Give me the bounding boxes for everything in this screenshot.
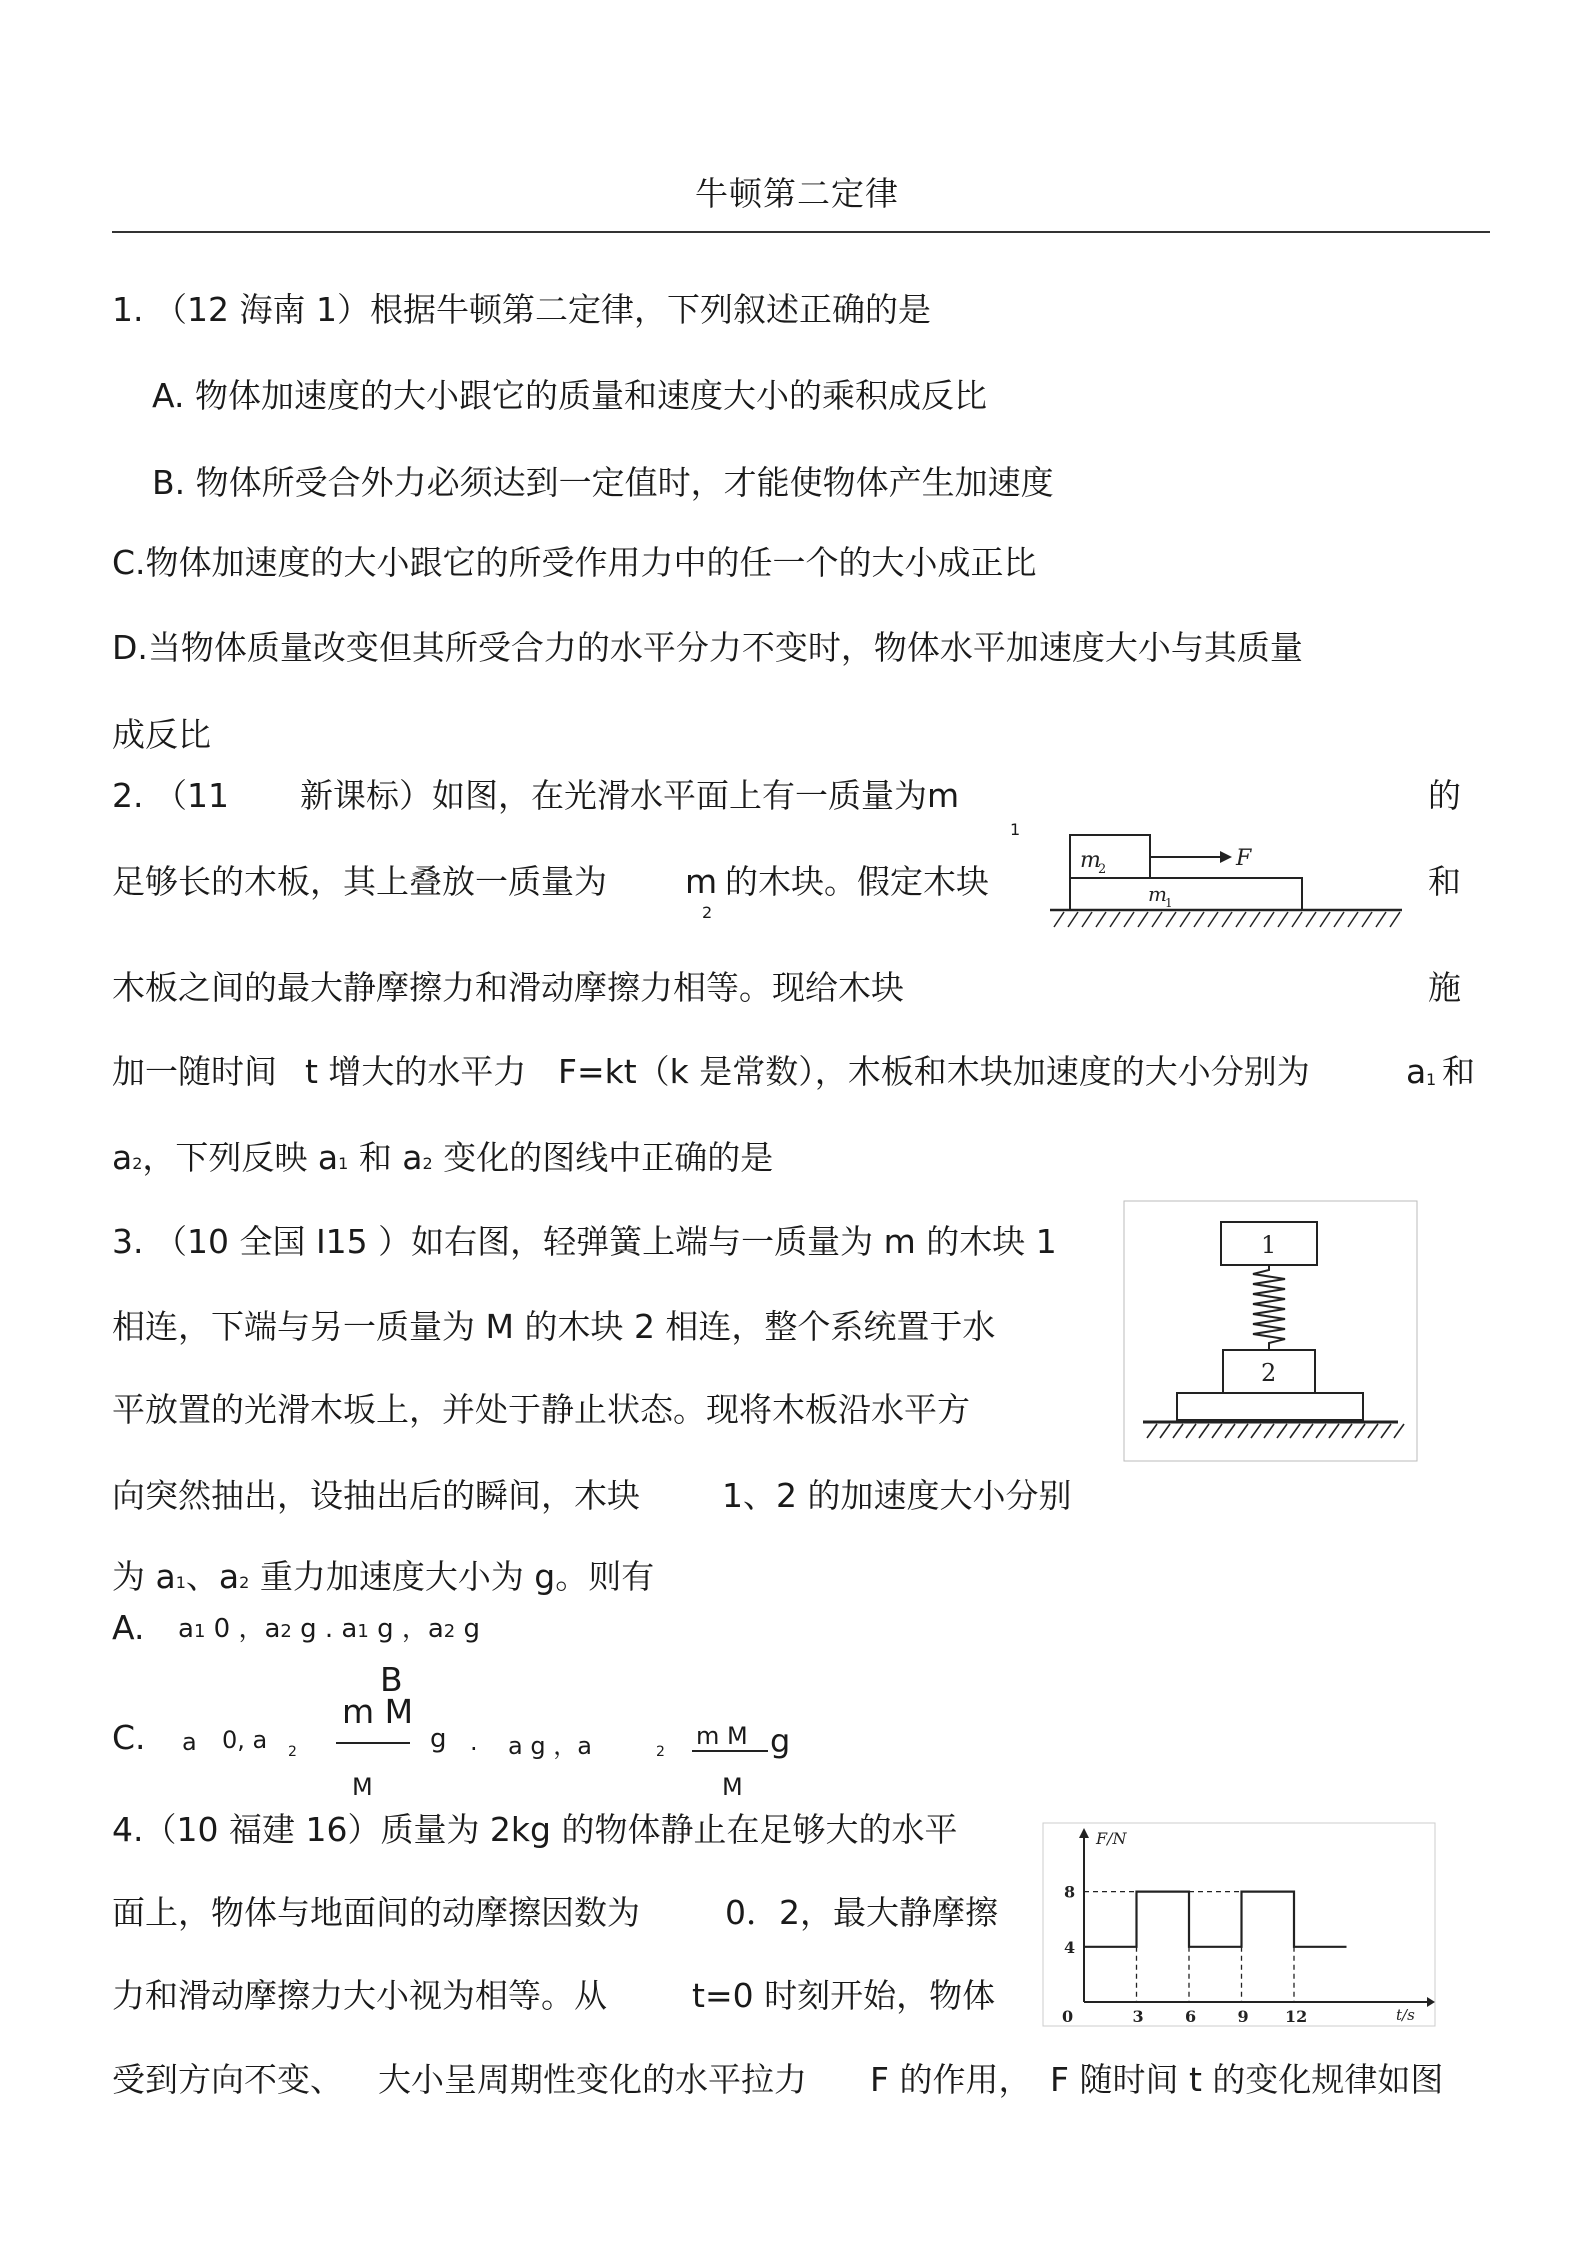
q2-line5-part: 变化的图线中正确的是 bbox=[432, 1138, 774, 1177]
q3-optC-dot: . bbox=[470, 1728, 478, 1756]
q4-line2-b: 0．2，最大静摩擦 bbox=[725, 1893, 998, 1932]
q4-series bbox=[1084, 1892, 1347, 1947]
q3-optC-sub2: 2 bbox=[288, 1744, 297, 1760]
q2-m1-label: m bbox=[1148, 882, 1167, 906]
q3-block-1-label: 1 bbox=[1261, 1231, 1277, 1259]
q3-option-b-label: B bbox=[380, 1660, 403, 1699]
q2-board-m1 bbox=[1070, 878, 1302, 910]
q2-m2-sub: 2 bbox=[1098, 862, 1107, 877]
hatch-mark bbox=[1292, 912, 1302, 927]
q3-optA-part: g . a bbox=[291, 1614, 358, 1644]
q4-x-tick-label: 12 bbox=[1285, 2007, 1308, 2026]
q2-line5-part: 和 a bbox=[348, 1138, 423, 1177]
q3-line5-part: 、a bbox=[185, 1557, 240, 1596]
q1-option-b: B. 物体所受合外力必须达到一定值时，才能使物体产生加速度 bbox=[152, 463, 1054, 502]
q2-force-label: F bbox=[1236, 846, 1252, 871]
q3-option-a bbox=[178, 1612, 480, 1649]
q3-optC-sub2b: 2 bbox=[656, 1744, 665, 1760]
hatch-mark bbox=[1290, 1424, 1300, 1438]
q3-optA-part: 0 ，a bbox=[205, 1614, 281, 1644]
q3-line4-a: 向突然抽出，设抽出后的瞬间，木块 bbox=[112, 1476, 640, 1515]
q3-line2: 相连，下端与另一质量为 M 的木块 2 相连，整个系统置于水 bbox=[112, 1307, 996, 1346]
q3-line5 bbox=[112, 1557, 654, 1603]
hatch-mark bbox=[1381, 1424, 1391, 1438]
q3-optA-sub: 1 bbox=[357, 1621, 369, 1642]
q2-line5-sub: 2 bbox=[132, 1154, 143, 1173]
q2-line4-a: 加一随时间 bbox=[112, 1052, 277, 1091]
hatch-mark bbox=[1355, 1424, 1365, 1438]
q4-chart bbox=[1042, 1822, 1436, 2027]
q3-ground-hatch bbox=[1147, 1424, 1404, 1438]
q2-line2-a: 足够长的木板，其上叠放一质量为 bbox=[112, 862, 607, 901]
q3-optC-g: g bbox=[430, 1724, 447, 1754]
hatch-mark bbox=[1236, 912, 1246, 927]
q3-line1: 3. （10 全国 I15 ）如右图，轻弹簧上端与一质量为 m 的木块 1 bbox=[112, 1222, 1057, 1261]
q3-option-a-label: A. bbox=[112, 1608, 145, 1647]
q3-optC-a: a bbox=[182, 1728, 197, 1756]
hatch-mark bbox=[1180, 912, 1190, 927]
q4-x-arrow bbox=[1427, 1997, 1435, 2007]
q4-x-tick-label: 9 bbox=[1237, 2007, 1249, 2026]
hatch-mark bbox=[1173, 1424, 1183, 1438]
q3-line5-part: 重力加速度大小为 g。则有 bbox=[249, 1557, 655, 1596]
q3-optC-fraction-bar2 bbox=[692, 1750, 768, 1752]
q3-optC-g2: g bbox=[770, 1722, 791, 1760]
q2-line5-part: a bbox=[112, 1138, 133, 1177]
q3-option-c-label: C. bbox=[112, 1718, 146, 1757]
q3-board bbox=[1177, 1393, 1363, 1420]
hatch-mark bbox=[1264, 912, 1274, 927]
q1-option-d-line1: D.当物体质量改变但其所受合力的水平分力不变时，物体水平加速度大小与其质量 bbox=[112, 628, 1303, 667]
q3-figure bbox=[1123, 1200, 1418, 1462]
q3-optC-denominator: M bbox=[352, 1773, 373, 1801]
q4-y-tick-label: 4 bbox=[1064, 1937, 1076, 1957]
hatch-mark bbox=[1054, 912, 1064, 927]
hatch-mark bbox=[1277, 1424, 1287, 1438]
q3-optA-part: a bbox=[178, 1614, 194, 1644]
q2-m1-sub: 1 bbox=[1165, 896, 1173, 910]
q3-optC-fraction-bar bbox=[336, 1742, 410, 1744]
hatch-mark bbox=[1316, 1424, 1326, 1438]
hatch-mark bbox=[1306, 912, 1316, 927]
hatch-mark bbox=[1152, 912, 1162, 927]
q4-line4-b: 大小呈周期性变化的水平拉力 bbox=[378, 2060, 807, 2099]
hatch-mark bbox=[1166, 912, 1176, 927]
q1-stem: 1. （12 海南 1）根据牛顿第二定律，下列叙述正确的是 bbox=[112, 290, 931, 329]
hatch-mark bbox=[1348, 912, 1358, 927]
hatch-mark bbox=[1160, 1424, 1170, 1438]
hatch-mark bbox=[1329, 1424, 1339, 1438]
hatch-mark bbox=[1194, 912, 1204, 927]
q3-optA-sub: 2 bbox=[443, 1621, 456, 1642]
q3-line3: 平放置的光滑木坂上，并处于静止状态。现将木板沿水平方 bbox=[112, 1390, 970, 1429]
q3-optC-numerator2: m M bbox=[696, 1722, 748, 1750]
hatch-mark bbox=[1138, 912, 1148, 927]
q3-line4-b: 1、2 的加速度大小分别 bbox=[722, 1476, 1072, 1515]
hatch-mark bbox=[1394, 1424, 1404, 1438]
q2-arrow-head bbox=[1220, 851, 1232, 863]
q2-line2-m: m bbox=[685, 862, 718, 901]
hatch-mark bbox=[1303, 1424, 1313, 1438]
q4-x-tick-label: 3 bbox=[1132, 2007, 1144, 2026]
hatch-mark bbox=[1222, 912, 1232, 927]
hatch-mark bbox=[1376, 912, 1386, 927]
q2-line4-b: t 增大的水平力 bbox=[305, 1052, 527, 1091]
hatch-mark bbox=[1320, 912, 1330, 927]
q2-line2-b: 的木块。假定木块 bbox=[725, 862, 989, 901]
hatch-mark bbox=[1199, 1424, 1209, 1438]
q4-line2-a: 面上，物体与地面间的动摩擦因数为 bbox=[112, 1893, 640, 1932]
q2-line4-e: 和 bbox=[1442, 1052, 1475, 1091]
hatch-mark bbox=[1278, 912, 1288, 927]
q4-axes bbox=[1079, 1828, 1435, 2024]
hatch-mark bbox=[1225, 1424, 1235, 1438]
hatch-mark bbox=[1208, 912, 1218, 927]
q3-optC-denominator2: M bbox=[722, 1773, 743, 1801]
q4-x-tick-label: 6 bbox=[1185, 2007, 1197, 2026]
q2-line5 bbox=[112, 1138, 773, 1184]
hatch-mark bbox=[1251, 1424, 1261, 1438]
hatch-mark bbox=[1082, 912, 1092, 927]
hatch-mark bbox=[1096, 912, 1106, 927]
q2-line1-a: 2. （11 bbox=[112, 776, 229, 815]
q2-line2-c: 和 bbox=[1428, 862, 1461, 901]
hatch-mark bbox=[1264, 1424, 1274, 1438]
hatch-mark bbox=[1368, 1424, 1378, 1438]
title-divider bbox=[112, 231, 1490, 233]
q2-m2-label: m bbox=[1080, 848, 1101, 873]
q3-optC-a2: a g ，a bbox=[508, 1732, 592, 1760]
q2-line1-b: 新课标）如图，在光滑水平面上有一质量为m bbox=[300, 776, 960, 815]
q4-line1: 4.（10 福建 16）质量为 2kg 的物体静止在足够大的水平 bbox=[112, 1810, 958, 1849]
q2-sub1: 1 bbox=[1010, 820, 1021, 839]
q1-option-d-line2: 成反比 bbox=[112, 715, 211, 754]
hatch-mark bbox=[1124, 912, 1134, 927]
q2-line4-d-sub: 1 bbox=[1426, 1070, 1437, 1089]
hatch-mark bbox=[1362, 912, 1372, 927]
q4-series-line bbox=[1084, 1892, 1347, 1947]
q4-x-tick-label: 0 bbox=[1062, 2007, 1074, 2026]
q3-optA-part: g bbox=[455, 1614, 481, 1644]
q2-line5-sub: 1 bbox=[338, 1154, 349, 1173]
q4-x-axis-label: t/s bbox=[1396, 2006, 1415, 2024]
q3-line5-sub: 2 bbox=[239, 1573, 250, 1592]
hatch-mark bbox=[1186, 1424, 1196, 1438]
hatch-mark bbox=[1110, 912, 1120, 927]
hatch-mark bbox=[1334, 912, 1344, 927]
q2-line1-c: 的 bbox=[1428, 776, 1461, 815]
q3-optA-part: g ，a bbox=[368, 1614, 444, 1644]
hatch-mark bbox=[1390, 912, 1400, 927]
q4-chart-frame bbox=[1043, 1823, 1435, 2026]
q4-y-tick-label: 8 bbox=[1064, 1882, 1076, 1902]
q4-y-arrow bbox=[1079, 1828, 1089, 1838]
q2-figure bbox=[1040, 815, 1412, 940]
q2-line3-b: 施 bbox=[1428, 968, 1461, 1007]
hatch-mark bbox=[1250, 912, 1260, 927]
q3-spring bbox=[1253, 1265, 1285, 1350]
q3-optA-sub: 1 bbox=[193, 1621, 206, 1642]
hatch-mark bbox=[1212, 1424, 1222, 1438]
q4-line3-b: t=0 时刻开始，物体 bbox=[692, 1976, 996, 2015]
q4-line4-a: 受到方向不变、 bbox=[112, 2060, 343, 2099]
q3-optC-zero: 0, a bbox=[222, 1726, 268, 1754]
q4-line4-c: F 的作用， bbox=[870, 2060, 1032, 2099]
q3-optC-numerator: m M bbox=[342, 1692, 414, 1731]
q1-option-c: C.物体加速度的大小跟它的所受作用力中的任一个的大小成正比 bbox=[112, 543, 1037, 582]
q2-line3-a: 木板之间的最大静摩擦力和滑动摩擦力相等。现给木块 bbox=[112, 968, 904, 1007]
hatch-mark bbox=[1147, 1424, 1157, 1438]
q1-option-a: A. 物体加速度的大小跟它的质量和速度大小的乘积成反比 bbox=[152, 376, 987, 415]
q2-line4-d: a bbox=[1406, 1052, 1427, 1091]
q4-line4-d: F 随时间 t 的变化规律如图 bbox=[1050, 2060, 1444, 2099]
q2-line5-part: ，下列反映 a bbox=[142, 1138, 339, 1177]
q4-y-axis-label: F/N bbox=[1096, 1829, 1127, 1848]
q2-line5-sub: 2 bbox=[422, 1154, 433, 1173]
q3-line5-part: 为 a bbox=[112, 1557, 176, 1596]
q3-optA-sub: 2 bbox=[280, 1621, 292, 1642]
q3-block-2-label: 2 bbox=[1261, 1359, 1277, 1387]
q3-line5-sub: 1 bbox=[175, 1573, 186, 1592]
q4-tick-labels bbox=[1062, 1883, 1307, 2026]
hatch-mark bbox=[1068, 912, 1078, 927]
page-title: 牛顿第二定律 bbox=[695, 174, 899, 213]
q4-line3-a: 力和滑动摩擦力大小视为相等。从 bbox=[112, 1976, 607, 2015]
hatch-mark bbox=[1238, 1424, 1248, 1438]
hatch-mark bbox=[1342, 1424, 1352, 1438]
q2-line4-c: F=kt（k 是常数），木板和木块加速度的大小分别为 bbox=[558, 1052, 1310, 1091]
q2-ground-hatch bbox=[1054, 912, 1400, 927]
q2-sub2: 2 bbox=[702, 903, 713, 922]
